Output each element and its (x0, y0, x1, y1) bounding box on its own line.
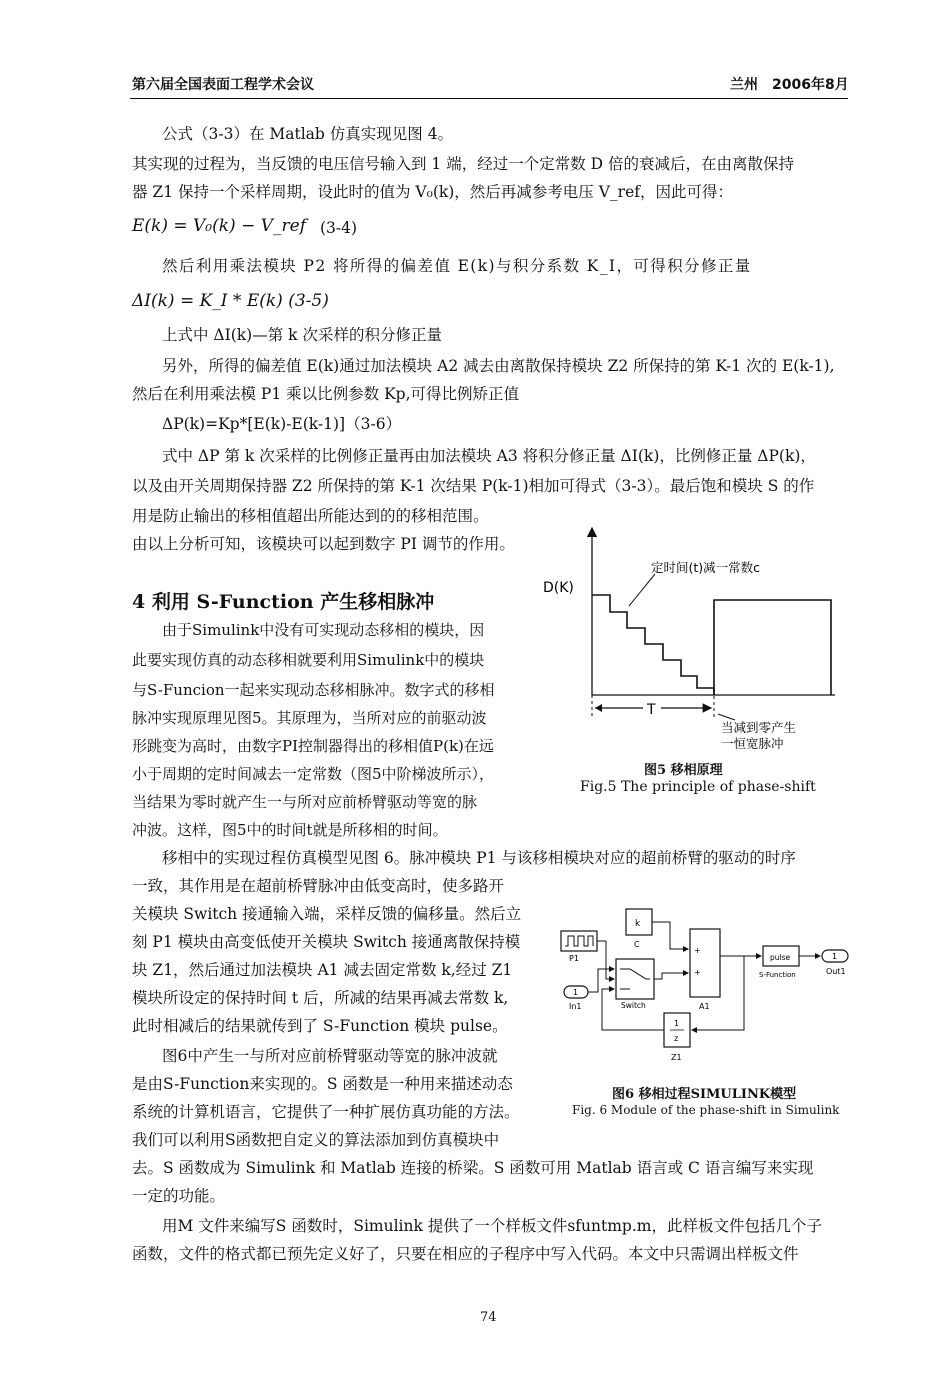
k-label: k (635, 919, 641, 929)
z1-denominator: z (674, 1034, 679, 1043)
z1-numerator: 1 (674, 1019, 680, 1028)
paragraph-line: 用M 文件来编写S 函数时，Simulink 提供了一个样板文件sfuntmp.m，此样板文件包括几个子 (162, 1217, 822, 1235)
paragraph-line: 此时相减后的结果就传到了 S-Function 模块 pulse。 (132, 1017, 508, 1035)
paragraph-line: 与S-Funcion一起来实现动态移相脉冲。数字式的移相 (132, 681, 495, 699)
paragraph-line: 脉冲实现原理见图5。其原理为，当所对应的前驱动波 (132, 709, 487, 727)
paragraph-line: 然后在利用乘法模 P1 乘以比例参数 Kp,可得比例矫正值 (132, 385, 520, 403)
paragraph-line: 由于Simulink中没有可实现动态移相的模块，因 (162, 621, 485, 639)
paragraph-line: 去。S 函数成为 Simulink 和 Matlab 连接的桥梁。S 函数可用 Matlab 语言或 C 语言编写来实现 (132, 1159, 814, 1177)
y-axis-label: D(K) (543, 580, 574, 596)
paragraph-line: 其实现的过程为，当反馈的电压信号输入到 1 端，经过一个定常数 D 倍的衰减后，在由离散保持 (132, 155, 794, 173)
page-number: 74 (480, 1310, 497, 1325)
paragraph-line: 是由S-Function来实现的。S 函数是一种用来描述动态 (132, 1075, 513, 1093)
header-rule (130, 98, 848, 99)
paragraph-line: 上式中 ΔI(k)—第 k 次采样的积分修正量 (162, 326, 442, 344)
paragraph-line: 器 Z1 保持一个采样周期，设此时的值为 V₀(k)，然后再减参考电压 V_ref，因此可得： (132, 183, 733, 201)
equation-3-6: ΔP(k)=Kp*[E(k)-E(k-1)]（3-6） (162, 415, 402, 433)
figure-5-diagram (535, 520, 850, 785)
period-label: T (647, 702, 656, 718)
paragraph-line: 式中 ΔP 第 k 次采样的比例修正量再由加法模块 A3 将积分修正量 ΔI(k)，比例修正量 ΔP(k)， (162, 447, 816, 465)
paragraph-line: 冲波。这样，图5中的时间t就是所移相的时间。 (132, 821, 448, 839)
z1-label: Z1 (671, 1053, 682, 1062)
paragraph-line: 然后利用乘法模块 P2 将所得的偏差值 E(k)与积分系数 K_I，可得积分修正量 (162, 257, 752, 275)
paragraph-line: 形跳变为高时，由数字PI控制器得出的移相值P(k)在远 (132, 737, 494, 755)
a1-label: A1 (699, 1002, 710, 1011)
period-arrow-head (595, 704, 602, 712)
output-pulse (714, 600, 831, 695)
figure-6-caption-cn: 图6 移相过程SIMULINK模型 (612, 1087, 797, 1102)
c-label: C (634, 940, 640, 949)
sum-block-a1 (690, 929, 720, 997)
annotation-zero-2: 一恒宽脉冲 (721, 736, 784, 751)
conference-title: 第六届全国表面工程学术会议 (132, 77, 314, 93)
switch-label: Switch (621, 1001, 646, 1010)
s-function-label: S-Function (759, 971, 796, 979)
paragraph-line: 用是防止输出的移相值超出所能达到的的移相范围。 (132, 507, 489, 525)
paragraph-line: 另外，所得的偏差值 E(k)通过加法模块 A2 减去由离散保持模块 Z2 所保持的第 K-1 次的 E(k-1), (162, 357, 835, 375)
paragraph-line: 图6中产生一与所对应前桥臂驱动等宽的脉冲波就 (162, 1047, 498, 1065)
in1-label: In1 (569, 1002, 582, 1011)
annotation-leader (629, 574, 655, 606)
annotation-zero: 当减到零产生 (721, 720, 797, 735)
svg-text:+: + (694, 946, 701, 955)
paragraph-line: 由以上分析可知，该模块可以起到数字 PI 调节的作用。 (132, 535, 515, 553)
out1-label: Out1 (826, 967, 846, 976)
pulse-generator-block (561, 931, 597, 951)
paragraph-line: 刻 P1 模块由高变低使开关模块 Switch 接通离散保持模 (132, 933, 521, 951)
equation-3-5: ΔI(k) = K_I * E(k) (3-5) (132, 291, 329, 311)
figure-6-diagram (558, 895, 858, 1075)
paragraph-line: 一致，其作用是在超前桥臂脉冲由低变高时，使多路开 (132, 877, 505, 895)
equation-number: (3-4) (320, 219, 358, 237)
figure-5-caption-cn: 图5 移相原理 (644, 763, 723, 778)
paragraph-line: 函数，文件的格式都已预先定义好了，只要在相应的子程序中写入代码。本文中只需调出样板文件 (132, 1245, 799, 1263)
paragraph-line: 移相中的实现过程仿真模型见图 6。脉冲模块 P1 与该移相模块对应的超前桥臂的驱动的时序 (162, 849, 796, 867)
in1-number: 1 (573, 988, 579, 997)
paragraph-line: 当结果为零时就产生一与所对应前桥臂驱动等宽的脉 (132, 793, 478, 811)
paragraph-line: 块 Z1，然后通过加法模块 A1 减去固定常数 k,经过 Z1 (132, 961, 513, 979)
pulse-label: pulse (770, 953, 791, 962)
paragraph-line: 模块所设定的保持时间 t 后，所减的结果再减去常数 k, (132, 989, 509, 1007)
section-heading: 4 利用 S-Function 产生移相脉冲 (132, 591, 435, 613)
out1-number: 1 (832, 952, 838, 961)
figure-6-caption-en: Fig. 6 Module of the phase-shift in Simulink (572, 1103, 840, 1117)
p1-label: P1 (569, 954, 579, 963)
staircase-wave (592, 595, 714, 695)
paragraph-line: 公式（3-3）在 Matlab 仿真实现见图 4。 (162, 125, 454, 143)
paragraph-line: 系统的计算机语言，它提供了一种扩展仿真功能的方法。 (132, 1103, 520, 1121)
paragraph-line: 小于周期的定时间减去一定常数（图5中阶梯波所示）， (132, 765, 495, 783)
paragraph-line: 此要实现仿真的动态移相就要利用Simulink中的模块 (132, 651, 485, 669)
paragraph-line: 关模块 Switch 接通输入端，采样反馈的偏移量。然后立 (132, 905, 522, 923)
paragraph-line: 我们可以利用S函数把自定义的算法添加到仿真模块中 (132, 1131, 500, 1149)
paragraph-line: 一定的功能。 (132, 1187, 226, 1205)
svg-text:+: + (694, 968, 701, 977)
figure-5-caption-en: Fig.5 The principle of phase-shift (580, 779, 816, 795)
equation-3-4: E(k) = V₀(k) − V_ref (132, 216, 306, 236)
annotation-decrement: 定时间(t)减一常数c (651, 560, 761, 575)
paragraph-line: 以及由开关周期保持器 Z2 所保持的第 K-1 次结果 P(k-1)相加可得式（3-3）。最后饱和模块 S 的作 (132, 477, 815, 495)
conference-place-date: 兰州 2006年8月 (730, 77, 849, 93)
